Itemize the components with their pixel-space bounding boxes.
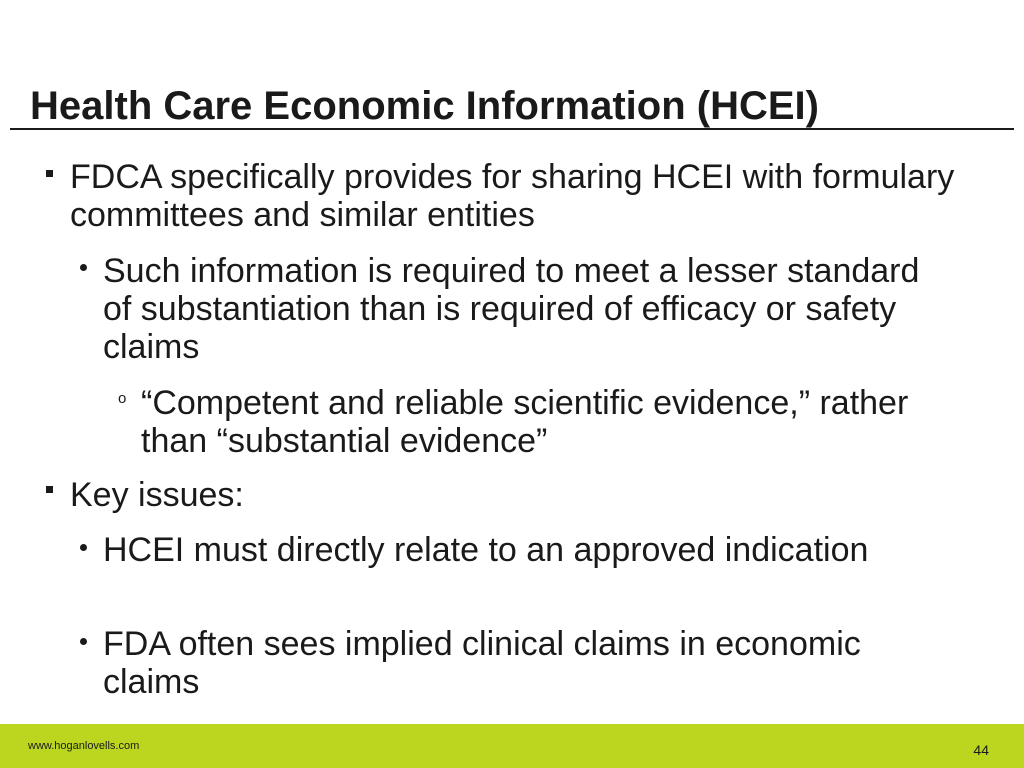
footer-bar	[0, 724, 1024, 768]
dot-bullet-icon	[80, 264, 87, 271]
bullet-level3: “Competent and reliable scientific evidence,” rather than “substantial evidence”	[141, 384, 909, 460]
bullet-level1: FDCA specifically provides for sharing HCEI with formulary committees and similar entities	[70, 158, 955, 234]
dot-bullet-icon	[80, 638, 87, 645]
bullet-level2: Such information is required to meet a lesser standard of substantiation than is required of efficacy or safety claims	[103, 252, 920, 366]
bullet-level2: FDA often sees implied clinical claims in economic claims	[103, 625, 861, 701]
square-bullet-icon	[46, 170, 53, 177]
square-bullet-icon	[46, 486, 53, 493]
bullet-level1: Key issues:	[70, 476, 244, 514]
slide-title: Health Care Economic Information (HCEI)	[30, 84, 819, 128]
dot-bullet-icon	[80, 544, 87, 551]
page-number: 44	[973, 742, 989, 758]
footer-url: www.hoganlovells.com	[28, 740, 140, 752]
bullet-level2: HCEI must directly relate to an approved indication	[103, 531, 869, 569]
circle-bullet-icon: o	[118, 390, 127, 407]
